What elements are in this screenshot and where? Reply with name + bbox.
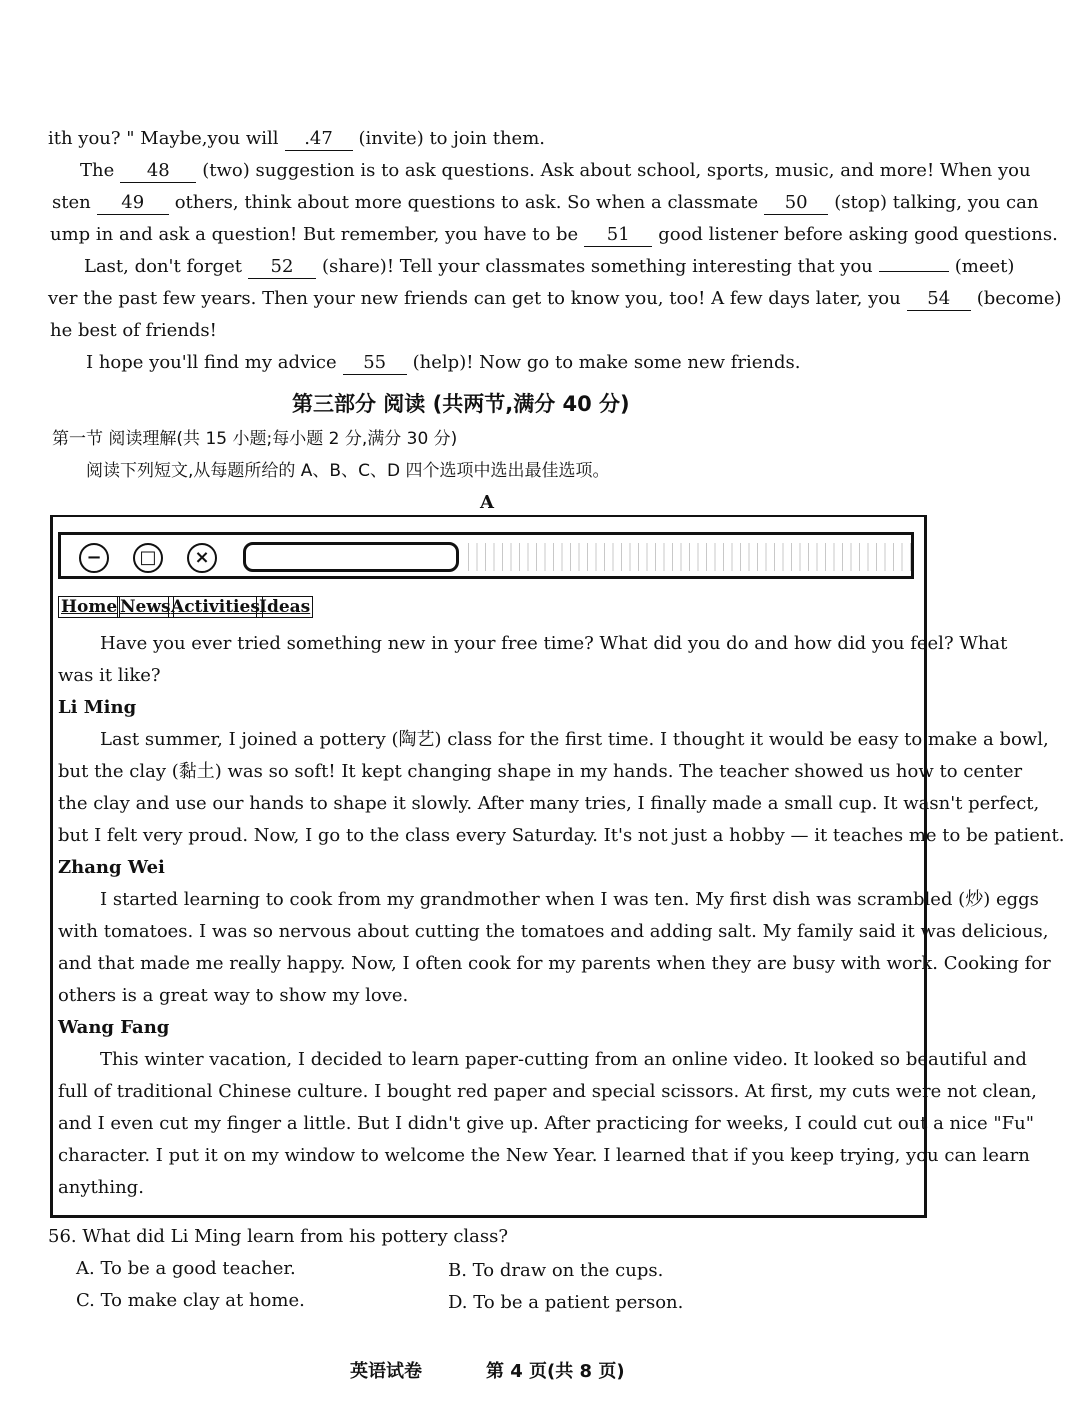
cloze-line-4 <box>50 224 1058 247</box>
cloze-text: (become) <box>976 288 1062 309</box>
zhang-wei-line-3: and that made me really happy. Now, I often cook for my parents when they are busy with work. Cooking for <box>58 953 1051 974</box>
blank-51: 51 <box>584 224 652 247</box>
author-zhang-wei: Zhang Wei <box>58 857 165 878</box>
li-ming-line-3: the clay and use our hands to shape it slowly. After many tries, I finally made a small cup. It wasn't perfect, <box>58 793 1040 814</box>
toolbar-decoration <box>461 543 913 571</box>
browser-toolbar <box>58 532 914 579</box>
cloze-line-3 <box>52 192 1038 215</box>
cloze-text: (invite) to join them. <box>358 128 545 149</box>
blank-53 <box>879 271 949 272</box>
maximize-button[interactable]: □ <box>133 543 163 573</box>
nav-home[interactable]: Home <box>58 596 120 618</box>
intro-line-1: Have you ever tried something new in your free time? What did you do and how did you feel? What <box>100 633 1008 654</box>
cloze-text: ump in and ask a question! But remember, you have to be <box>50 224 579 245</box>
blank-52: 52 <box>248 256 316 279</box>
cloze-text: Last, don't forget <box>84 256 242 277</box>
cloze-text: The <box>80 160 115 181</box>
cloze-line-8 <box>86 352 801 375</box>
cloze-text: ver the past few years. Then your new friends can get to know you, too! A few days later, you <box>48 288 901 309</box>
cloze-text: he best of friends! <box>50 320 217 341</box>
li-ming-line-1: Last summer, I joined a pottery (陶艺) class for the first time. I thought it would be easy to make a bowl, <box>100 729 1049 750</box>
nav-activities[interactable]: Activities <box>168 596 263 618</box>
blank-54: 54 <box>907 288 971 311</box>
cloze-text: sten <box>52 192 91 213</box>
cloze-text: (stop) talking, you can <box>834 192 1039 213</box>
section-instruction: 阅读下列短文,从每题所给的 A、B、C、D 四个选项中选出最佳选项。 <box>86 461 610 481</box>
cloze-line-2 <box>80 160 1031 183</box>
option-d[interactable]: D. To be a patient person. <box>448 1292 684 1313</box>
option-b[interactable]: B. To draw on the cups. <box>448 1260 664 1281</box>
cloze-text: (help)! Now go to make some new friends. <box>412 352 801 373</box>
footer-page: 第 4 页(共 8 页) <box>486 1361 625 1382</box>
cloze-text: I hope you'll find my advice <box>86 352 337 373</box>
cloze-line-1 <box>48 128 545 151</box>
zhang-wei-line-2: with tomatoes. I was so nervous about cutting the tomatoes and adding salt. My family said it was delicious, <box>58 921 1049 942</box>
zhang-wei-line-1: I started learning to cook from my grandmother when I was ten. My first dish was scrambled (炒) eggs <box>100 889 1039 910</box>
cloze-text: (share)! Tell your classmates something interesting that you <box>321 256 873 277</box>
passage-label: A <box>480 492 494 513</box>
wang-fang-line-5: anything. <box>58 1177 144 1198</box>
cloze-line-5 <box>84 256 1014 279</box>
cloze-text: others, think about more questions to ask. So when a classmate <box>174 192 759 213</box>
author-li-ming: Li Ming <box>58 697 137 718</box>
blank-55: 55 <box>343 352 407 375</box>
cloze-text: (meet) <box>954 256 1015 277</box>
cloze-line-6 <box>48 288 1062 311</box>
cloze-text: good listener before asking good questions. <box>658 224 1058 245</box>
blank-50: 50 <box>764 192 828 215</box>
blank-47: .47 <box>285 128 353 151</box>
wang-fang-line-1: This winter vacation, I decided to learn paper-cutting from an online video. It looked so beautiful and <box>100 1049 1027 1070</box>
option-c[interactable]: C. To make clay at home. <box>76 1290 305 1311</box>
footer-subject: 英语试卷 <box>350 1361 422 1382</box>
wang-fang-line-2: full of traditional Chinese culture. I bought red paper and special scissors. At first, my cuts were not clean, <box>58 1081 1037 1102</box>
option-a[interactable]: A. To be a good teacher. <box>76 1258 296 1279</box>
blank-49: 49 <box>97 192 169 215</box>
cloze-text: (two) suggestion is to ask questions. Ask about school, sports, music, and more! When you <box>202 160 1031 181</box>
nav-news[interactable]: News <box>117 596 174 618</box>
close-button[interactable]: × <box>187 543 217 573</box>
wang-fang-line-4: character. I put it on my window to welcome the New Year. I learned that if you keep trying, you can learn <box>58 1145 1030 1166</box>
section-subtitle: 第一节 阅读理解(共 15 小题;每小题 2 分,满分 30 分) <box>52 429 458 449</box>
cloze-line-7 <box>50 320 217 342</box>
wang-fang-line-3: and I even cut my finger a little. But I didn't give up. After practicing for weeks, I could cut out a nice "Fu" <box>58 1113 1034 1134</box>
address-bar[interactable] <box>243 542 459 572</box>
minimize-button[interactable]: − <box>79 543 109 573</box>
intro-line-2: was it like? <box>58 665 161 686</box>
question-stem: 56. What did Li Ming learn from his pottery class? <box>48 1226 509 1247</box>
zhang-wei-line-4: others is a great way to show my love. <box>58 985 409 1006</box>
li-ming-line-4: but I felt very proud. Now, I go to the class every Saturday. It's not just a hobby — it teaches me to be patient. <box>58 825 1065 846</box>
li-ming-line-2: but the clay (黏土) was so soft! It kept changing shape in my hands. The teacher showed us how to center <box>58 761 1023 782</box>
section-title: 第三部分 阅读 (共两节,满分 40 分) <box>292 392 630 416</box>
blank-48: 48 <box>120 160 196 183</box>
cloze-text: ith you? " Maybe,you will <box>48 128 279 149</box>
nav-ideas[interactable]: Ideas <box>256 596 313 618</box>
author-wang-fang: Wang Fang <box>58 1017 170 1038</box>
